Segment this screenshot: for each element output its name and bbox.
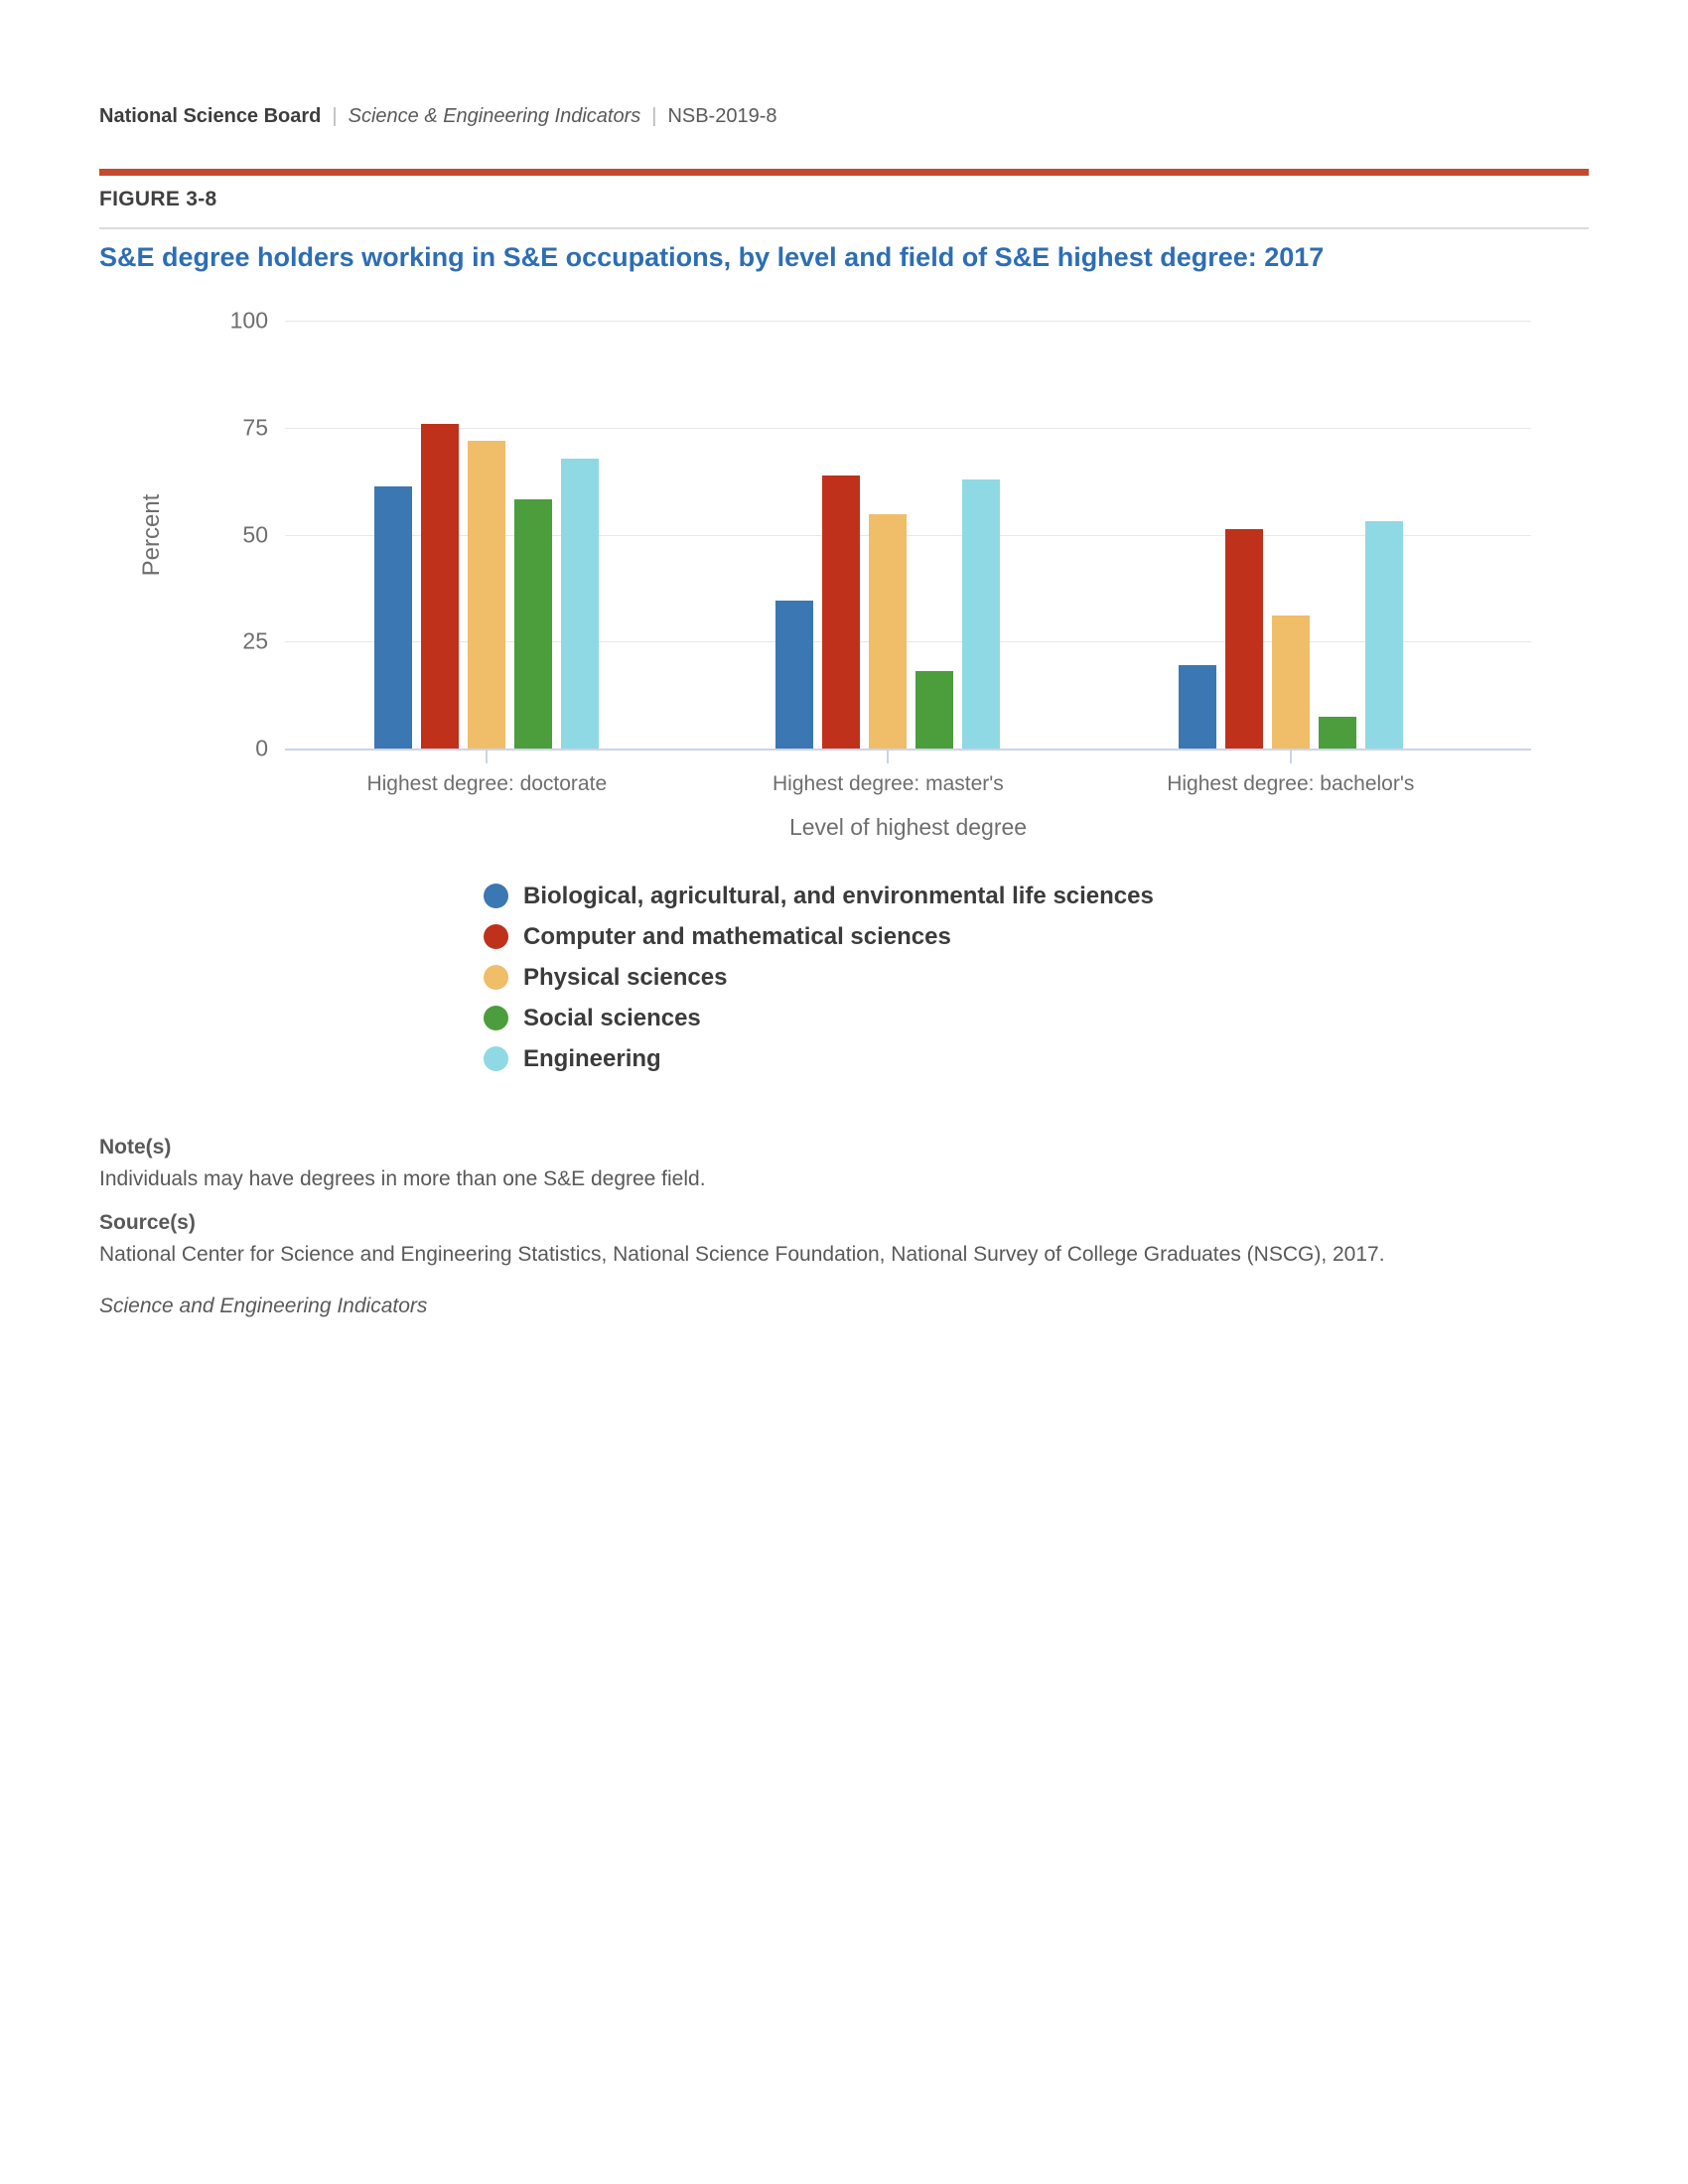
y-tick-label: 25 xyxy=(242,627,268,654)
bar-3-4[interactable] xyxy=(1319,717,1356,750)
bar-1-4[interactable] xyxy=(514,499,552,749)
sources-text: National Center for Science and Engineering Statistics, National Science Foundation, National Survey of College Graduates (NSCG), 2017. xyxy=(99,1243,1385,1266)
legend-swatch-icon xyxy=(484,1006,508,1030)
x-category-label: Highest degree: master's xyxy=(773,772,1004,795)
bar-group-1 xyxy=(374,424,599,749)
legend-swatch-icon xyxy=(484,1046,508,1071)
x-tick xyxy=(1290,749,1292,763)
legend-label: Biological, agricultural, and environmental life sciences xyxy=(523,882,1154,909)
bar-1-5[interactable] xyxy=(561,459,599,749)
legend-item-2[interactable] xyxy=(484,916,1154,957)
bar-group-2 xyxy=(775,476,1000,749)
legend xyxy=(484,876,1154,1079)
legend-item-4[interactable] xyxy=(484,998,1154,1038)
accent-rule xyxy=(99,169,1589,176)
legend-item-1[interactable] xyxy=(484,876,1154,916)
bar-1-2[interactable] xyxy=(421,424,459,749)
bar-2-1[interactable] xyxy=(775,601,813,749)
legend-label: Computer and mathematical sciences xyxy=(523,922,951,950)
chart-title: S&E degree holders working in S&E occupations, by level and field of S&E highest degree: 2017 xyxy=(99,242,1325,272)
y-axis-title: Percent xyxy=(138,493,165,576)
legend-label: Physical sciences xyxy=(523,963,728,991)
bar-3-3[interactable] xyxy=(1272,615,1310,749)
separator: | xyxy=(332,105,338,127)
bar-2-4[interactable] xyxy=(915,671,953,749)
publication-footer: Science and Engineering Indicators xyxy=(99,1295,428,1317)
legend-item-3[interactable] xyxy=(484,957,1154,998)
y-tick-label: 0 xyxy=(255,735,268,761)
gridline xyxy=(285,321,1531,322)
notes-heading: Note(s) xyxy=(99,1136,172,1159)
x-tick xyxy=(887,749,889,763)
notes-text: Individuals may have degrees in more than one S&E degree field. xyxy=(99,1167,706,1190)
bar-3-1[interactable] xyxy=(1179,665,1216,749)
legend-label: Engineering xyxy=(523,1044,661,1072)
sources-heading: Source(s) xyxy=(99,1211,196,1234)
legend-swatch-icon xyxy=(484,965,508,990)
legend-item-5[interactable] xyxy=(484,1038,1154,1079)
bar-group-3 xyxy=(1179,521,1403,750)
legend-label: Social sciences xyxy=(523,1004,701,1031)
bar-2-5[interactable] xyxy=(962,479,1000,749)
breadcrumb xyxy=(99,105,777,128)
legend-swatch-icon xyxy=(484,884,508,908)
figure-label: FIGURE 3-8 xyxy=(99,188,217,210)
org-name: National Science Board xyxy=(99,105,322,127)
bar-1-1[interactable] xyxy=(374,486,412,749)
x-axis-title: Level of highest degree xyxy=(788,814,1028,840)
bar-3-2[interactable] xyxy=(1225,529,1263,749)
bar-2-3[interactable] xyxy=(869,514,907,749)
report-id: NSB-2019-8 xyxy=(667,105,777,127)
publication-name: Science & Engineering Indicators xyxy=(348,105,641,127)
legend-swatch-icon xyxy=(484,924,508,949)
bar-2-2[interactable] xyxy=(822,476,860,749)
y-tick-label: 100 xyxy=(229,307,268,334)
y-tick-label: 75 xyxy=(242,414,268,441)
plot-area xyxy=(138,307,1531,840)
separator: | xyxy=(651,105,657,127)
divider-line xyxy=(99,227,1589,229)
y-tick-label: 50 xyxy=(242,521,268,547)
x-category-label: Highest degree: doctorate xyxy=(366,772,608,795)
x-tick xyxy=(486,749,488,763)
bar-1-3[interactable] xyxy=(468,441,505,749)
bar-3-5[interactable] xyxy=(1365,521,1403,750)
x-category-label: Highest degree: bachelor's xyxy=(1167,772,1415,795)
